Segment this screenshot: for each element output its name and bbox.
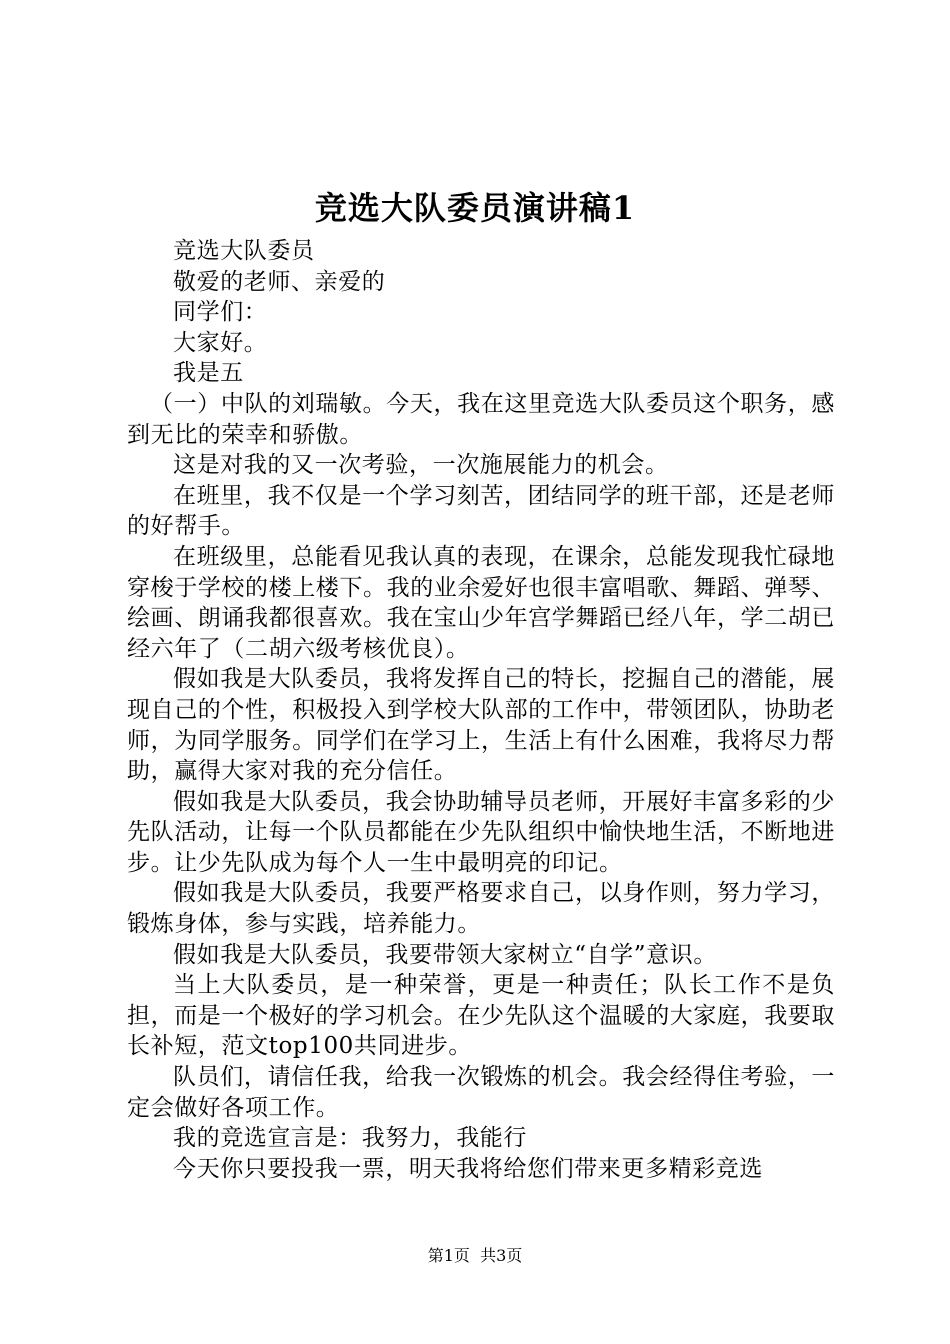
paragraph: 今天你只要投我一票，明天我将给您们带来更多精彩竞选 bbox=[173, 1155, 763, 1182]
paragraph: 我是五 bbox=[173, 360, 244, 387]
paragraph: 假如我是大队委员，我将发挥自己的特长，挖掘自己的潜能，展现自己的个性，积极投入到学校大队部的工作中，带领团队，协助老师，为同学服务。同学们在学习上，生活上有什么困难，我将尽力帮助，赢得大家对我的充分信任。 bbox=[127, 666, 835, 785]
paragraph: 假如我是大队委员，我会协助辅导员老师，开展好丰富多彩的少先队活动，让每一个队员都能在少先队组织中愉快地生活，不断地进步。让少先队成为每个人一生中最明亮的印记。 bbox=[127, 788, 835, 876]
paragraph: 敬爱的老师、亲爱的 bbox=[173, 268, 386, 295]
paragraph: 当上大队委员，是一种荣誉，更是一种责任；队长工作不是负担，而是一个极好的学习机会。在少先队这个温暖的大家庭，我要取长补短，范文top100共同进步。 bbox=[127, 972, 835, 1060]
paragraph: 这是对我的又一次考验，一次施展能力的机会。 bbox=[173, 452, 669, 479]
paragraph: 假如我是大队委员，我要严格要求自己，以身作则，努力学习，锻炼身体，参与实践，培养能力。 bbox=[127, 880, 835, 938]
paragraph: 假如我是大队委员，我要带领大家树立“自学”意识。 bbox=[173, 941, 717, 968]
paragraph: 在班级里，总能看见我认真的表现，在课余，总能发现我忙碌地穿梭于学校的楼上楼下。我的业余爱好也很丰富唱歌、舞蹈、弹琴、绘画、朗诵我都很喜欢。我在宝山少年宫学舞蹈已经八年，学二胡已经六年了（二胡六级考核优良）。 bbox=[127, 543, 835, 662]
document-title: 竞选大队委员演讲稿1 bbox=[314, 189, 636, 227]
paragraph: 同学们： bbox=[173, 299, 268, 326]
paragraph: 大家好。 bbox=[173, 329, 268, 356]
document-body bbox=[127, 236, 835, 1184]
paragraph: 竞选大队委员 bbox=[173, 238, 315, 264]
paragraph: 我的竞选宣言是：我努力，我能行 bbox=[173, 1125, 527, 1152]
paragraph: 在班里，我不仅是一个学习刻苦，团结同学的班干部，还是老师的好帮手。 bbox=[127, 482, 835, 540]
paragraph: 队员们，请信任我，给我一次锻炼的机会。我会经得住考验，一定会做好各项工作。 bbox=[127, 1064, 835, 1121]
paragraph: （一）中队的刘瑞敏。今天，我在这里竞选大队委员这个职务，感到无比的荣幸和骄傲。 bbox=[127, 390, 835, 448]
page-number: 第1页 共3页 bbox=[427, 1246, 523, 1265]
page-footer bbox=[0, 1244, 950, 1268]
